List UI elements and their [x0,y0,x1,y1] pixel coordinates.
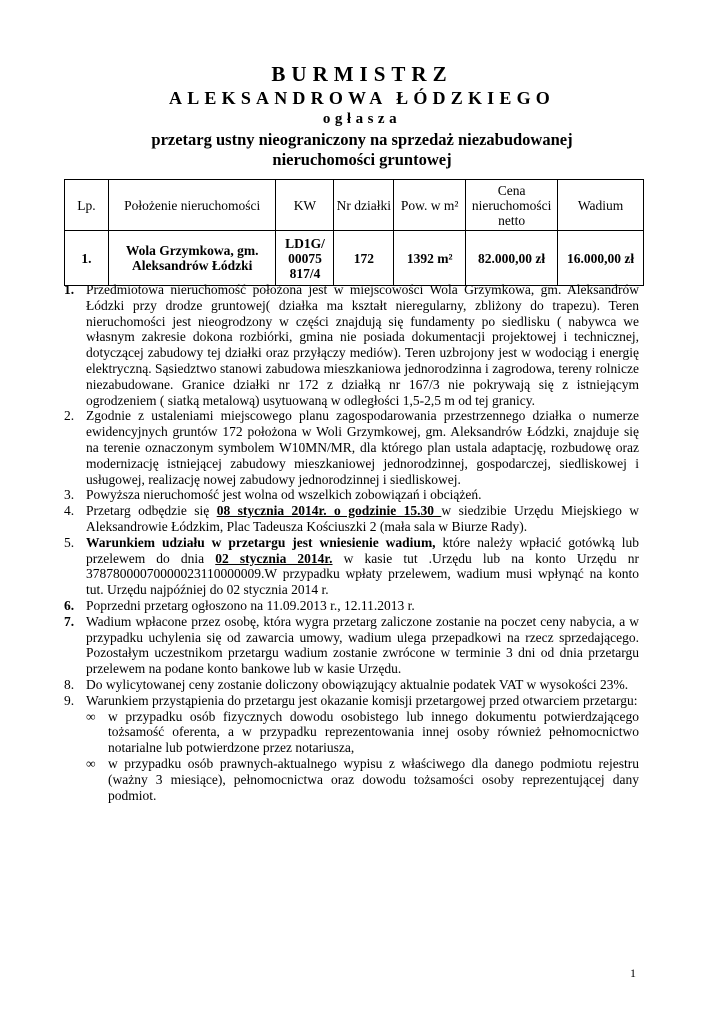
title-city: ALEKSANDROWA ŁÓDZKIEGO [169,88,555,108]
item-number: 5. [64,534,75,550]
item-text: Do wylicytowanej ceny zostanie doliczony obowiązujący aktualnie podatek VAT w wysokości 23%. [86,676,629,692]
table-row [65,231,644,286]
cell-plot-no: 172 [334,231,394,286]
list-item [64,676,639,693]
cell-price: 82.000,00 zł [466,231,558,286]
item-number: 9. [64,692,75,708]
sub-item-text: w przypadku osób prawnych-aktualnego wypisu z właściwego dla danego podmiotu rejestru (ważny 3 miesiące), pełnomocnictwa oraz dowodu tożsamości osoby reprezentującej dany podmiot. [108,755,639,803]
subtitle-line2: nieruchomości gruntowej [272,150,452,169]
list-item [64,613,639,677]
header-price: Cena nieruchomości netto [466,180,558,231]
title-burmistrz: BURMISTRZ [271,62,453,86]
table-header-row [65,180,644,231]
list-item [64,282,639,408]
auction-date: 08 stycznia 2014r. o godzinie 15.30 [216,503,442,519]
item-number: 1. [64,282,75,297]
requirements-sublist [86,709,639,804]
item-text-pre: Przetarg odbędzie się [86,503,217,519]
item-text: Powyższa nieruchomość jest wolna od wszelkich zobowiązań i obciążeń. [86,487,482,503]
sub-list-item [86,709,639,756]
header-kw: KW [276,180,334,231]
cell-location: Wola Grzymkowa, gm. Aleksandrów Łódzki [108,231,276,286]
item-number: 7. [64,613,75,629]
property-table [64,179,644,286]
item-number: 8. [64,676,75,692]
item-text: Wadium wpłacone przez osobę, która wygra przetarg zaliczone zostanie na poczet ceny nabycia, a w przypadku uchylenia się od zawarcia umowy, wadium ulega przepadkowi na rzecz sprzedającego. Pozostałym uczestnikom przetargu wadium zostanie zwrócone w terminie 3 dni od dnia przetargu przelewem na podane konto bankowe lub w kasie Urzędu. [86,613,639,677]
cell-lp: 1. [65,231,109,286]
item-number: 2. [64,408,75,424]
list-item [64,534,639,598]
item-text-bold: Warunkiem udziału w przetargu jest wniesienie wadium, [86,534,436,550]
list-item [64,597,639,614]
subtitle-line1: przetarg ustny nieograniczony na sprzedaż niezabudowanej [151,130,573,149]
item-number: 4. [64,503,75,519]
list-item [64,692,639,804]
cell-area: 1392 m² [394,231,466,286]
item-text-post: w kasie tut .Urzędu lub na konto Urzędu nr 37878000070000023110000009.W przypadku wpłaty przelewem, wadium musi wpłynąć na konto tut. Urzędu najpóźniej do 02 stycznia 2014 r. [86,550,639,598]
header-plot-no: Nr działki [334,180,394,231]
list-item [64,408,639,487]
sub-list-item [86,756,639,803]
item-text: Warunkiem przystąpienia do przetargu jest okazanie komisji przetargowej przed otwarciem przetargu: [86,692,638,708]
infinity-bullet-icon: ∞ [86,755,96,771]
item-text-post: w siedzibie Urzędu Miejskiego w Aleksandrowie Łódzkim, Plac Tadeusza Kościuszki 2 (mała sala w Biurze Rady). [86,503,639,534]
deposit-deadline: 02 stycznia 2014r. [215,550,333,566]
header-location: Położenie nieruchomości [108,180,276,231]
item-number: 6. [64,597,75,613]
page-number: 1 [630,966,636,980]
header-area: Pow. w m² [394,180,466,231]
infinity-bullet-icon: ∞ [86,708,96,724]
item-text: Przedmiotowa nieruchomość położona jest w miejscowości Wola Grzymkowa, gm. Aleksandrów Łódzki przy drodze gruntowej( działka ma kształt nieregularny, zbliżony do trapezu). Teren nieruchomości jest nieogrodzony w części znajdują się fundamenty po siedlisku ( nabywca we własnym zakresie dokona rozbiórki, gmina nie posiada dokumentacji projektowej i technicznej, dotyczącej zabudowy tej działki oraz przyłączy mediów). Teren uzbrojony jest w wodociąg i energię elektryczną. Sąsiedztwo stanowi zabudowa mieszkaniowa jednorodzinna i zagrodowa, tereny rolnicze niezabudowane. Granice działki nr 172 z działką nr 167/3 nie pokrywają się z istniejącym ogrodzeniem ( siatką metalową) usytuowaną w odległości 1,5-2,5 m od tej granicy. [86,282,639,408]
item-text: Zgodnie z ustaleniami miejscowego planu zagospodarowania przestrzennego działka o numerze ewidencyjnych gruntów 172 położona w Woli Grzymkowej, gm. Aleksandrów Łódzki, znajduje się na terenie oznaczonym symbolem W10MN/MR, dla którego plan ustala adaptację, rozbudowę oraz modernizację istniejącej zabudowy mieszkaniowej jednorodzinnej, gospodarczej, siedliskowej i usługowej, realizację nowej zabudowy jednorodzinnej i siedliskowej. [86,408,639,487]
cell-deposit: 16.000,00 zł [558,231,644,286]
item-number: 3. [64,487,75,503]
conditions-list [64,282,639,803]
item-text: Poprzedni przetarg ogłoszono na 11.09.2013 r., 12.11.2013 r. [86,597,415,613]
list-item [64,487,639,503]
header-lp: Lp. [65,180,109,231]
cell-kw: LD1G/ 00075 817/4 [276,231,334,286]
header-deposit: Wadium [558,180,644,231]
sub-item-text: w przypadku osób fizycznych dowodu osobistego lub innego dokumentu potwierdzającego tożsamość oferenta, a w przypadku reprezentowania innej osoby również pełnomocnictwo notarialne lub potwierdzone przez notariusza, [108,708,639,756]
title-announces: ogłasza [322,111,402,127]
list-item [64,503,639,535]
item-text-mid: które należy wpłacić gotówką lub przelewem do dnia [86,534,639,566]
